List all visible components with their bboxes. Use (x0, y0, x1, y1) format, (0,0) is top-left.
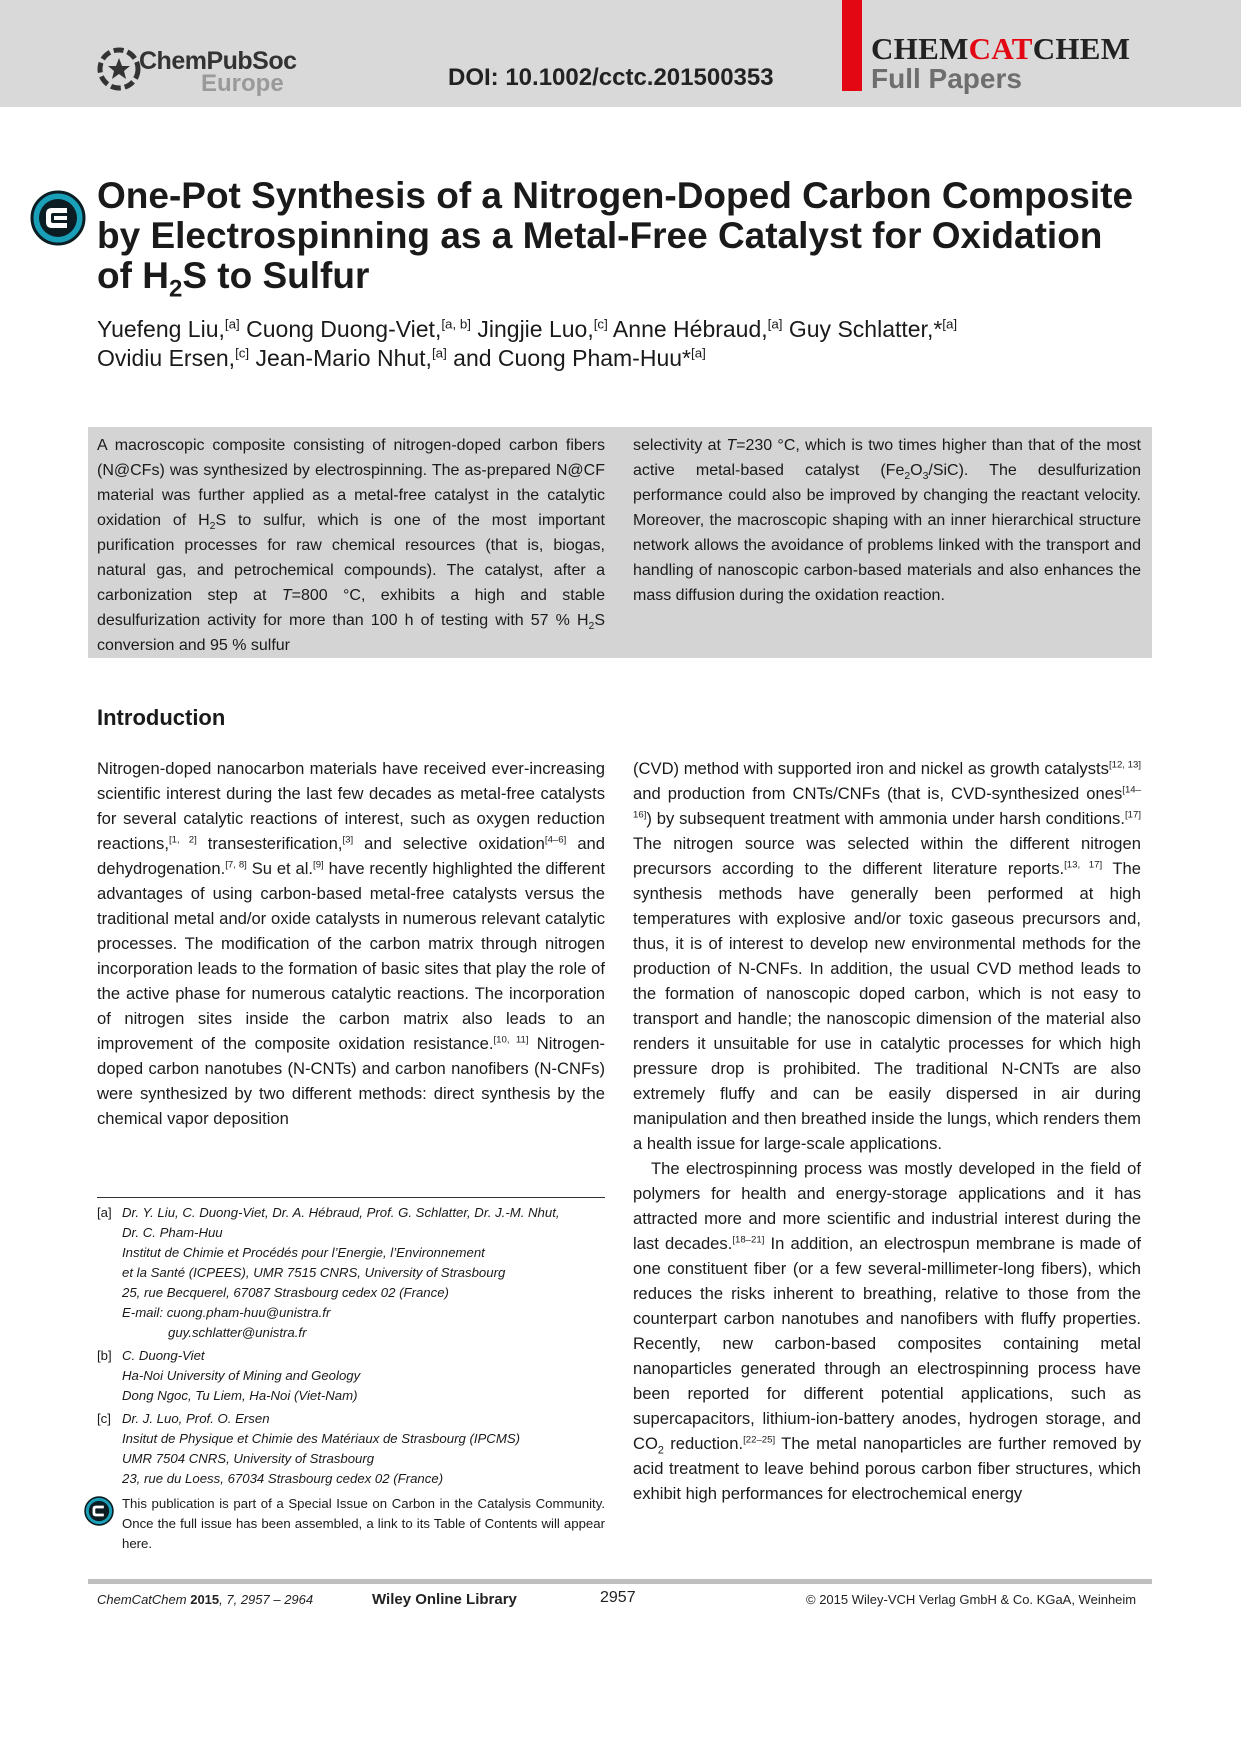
special-issue-small-icon (84, 1496, 114, 1526)
footnote-divider (97, 1197, 605, 1198)
abstract-right-column: selectivity at T=230 °C, which is two times higher than that of the most active metal-based catalyst $(Fe_2O_3/SiC)$. The desulfurization performance could also be improved by changing the reactant velocity. Moreover, the macroscopic shaping with an inner hierarchical structure network allows the avoidance of problems linked with the transport and handling of nanoscopic carbon-based materials and also enhances the mass diffusion during the oxidation reaction. (633, 437, 1142, 604)
affiliation-c: [c] Dr. J. Luo, Prof. O. Ersen Insitut de Physique et Chimie des Matériaux de Strasbourg (IPCMS) UMR 7504 CNRS, University of Strasbourg 23, rue du Loess, 67034 Strasbourg cedex 02 (France) (97, 1411, 521, 1486)
intro-right-column: (CVD) method with supported iron and nickel as growth catalysts[12, 13] and production from CNTs/CNFs (that is, CVD-synthesized ones[14–16]) by subsequent treatment with ammonia under harsh conditions.[17] The nitrogen source was selected within the different nitrogen precursors according to the different literature reports.[13, 17] The synthesis methods have generally been performed at high temperatures with explosive and/or toxic gaseous precursors and, thus, it is of interest to develop new environmental methods for the production of N-CNFs. In addition, the usual CVD method leads to the formation of nanoscopic doped carbon, which is not easy to transport and handle; the nanoscopic dimension of the material also renders it unsuitable for use in catalytic processes for which high pressure drop is prohibited. The traditional N-CNTs are also extremely fluffy and can be easily dispersed in air during manipulation and then breathed inside the lungs, which renders them a health issue for large-scale applications. The electrospinning process was mostly developed in the field of polymers for health and energy-storage applications and it has attracted more and more scientific and industrial interest during the last decades.[18–21] In addition, an electrospun membrane is made of one constituent fiber (or a few several-millimeter-long fibers), which reduces the risks inherent to breathing, relative to those from the counterpart carbon nanotubes and nanofibers with fluffy properties. Recently, new carbon-based composites containing metal nanoparticles generated through an electrospinning process have been reported for different potential applications, such as supercapacitors, lithium-ion-battery anodes, hydrogen storage, and $CO_2$ reduction.[22–25] The metal nanoparticles are further removed by acid treatment to leave behind porous carbon fiber structures, which exhibit high performances for electrochemical energy (633, 759, 1142, 1503)
section-label: Full Papers (871, 63, 1022, 94)
journal-name: CHEMCATCHEM (871, 31, 1131, 66)
email-link[interactable]: E-mail: cuong.pham-huu@unistra.fr (122, 1305, 331, 1320)
page-number: 2957 (600, 1589, 636, 1606)
special-issue-note: This publication is part of a Special Issue on Carbon in the Catalysis Community. Once the full issue has been assembled, a link to its Table of Contents will appear here. (122, 1496, 605, 1551)
copyright: © 2015 Wiley-VCH Verlag GmbH & Co. KGaA, Weinheim (806, 1592, 1137, 1607)
author-list: Yuefeng Liu,[a] Cuong Duong-Viet,[a, b] Jingjie Luo,[c] Anne Hébraud,[a] Guy Schlatter,*[a] Ovidiu Ersen,[c] Jean-Mario Nhut,[a] and Cuong Pham-Huu*[a] (97, 316, 958, 371)
journal-red-bar (842, 0, 862, 91)
special-issue-icon (30, 190, 86, 246)
publisher-region: Europe (201, 70, 284, 97)
chempubsoc-logo-icon (96, 46, 142, 92)
article-title: One-Pot Synthesis of a Nitrogen-Doped Carbon Composite by Electrospinning as a Metal-Free Catalyst for Oxidation of $H_2S$ to Sulfur (97, 175, 1134, 303)
publisher-name: ChemPubSoc (139, 47, 297, 75)
abstract-left-column: A macroscopic composite consisting of nitrogen-doped carbon fibers (N@CFs) was synthesized by electrospinning. The as-prepared N@CF material was further applied as a metal-free catalyst in the catalytic oxidation of $H_2S$ to sulfur, which is one of the most important purification processes for raw chemical resources (that is, biogas, natural gas, and petrochemical compounds). The catalyst, after a carbonization step at T=800 °C, exhibits a high and stable desulfurization activity for more than 100 h of testing with 57 % $H_2S$ conversion and 95 % sulfur (97, 437, 606, 654)
footer-rule (88, 1579, 1152, 1584)
email-link[interactable]: guy.schlatter@unistra.fr (168, 1325, 307, 1340)
footer-citation: ChemCatChem 2015, 7, 2957 – 2964 (97, 1592, 314, 1607)
intro-left-column: Nitrogen-doped nanocarbon materials have received ever-increasing scientific interest during the last few decades as metal-free catalysts for several catalytic reactions of interest, such as oxygen reduction reactions,[1, 2] transesterification,[3] and selective oxidation[4–6] and dehydrogenation.[7, 8] Su et al.[9] have recently highlighted the different advantages of using carbon-based metal-free catalysts versus the traditional metal and/or oxide catalysts in numerous relevant catalytic processes. The modification of the carbon matrix through nitrogen incorporation leads to the formation of basic sites that play the role of the active phase for numerous catalytic reactions. The incorporation of nitrogen sites inside the carbon matrix also leads to an improvement of the composite oxidation resistance.[10, 11] Nitrogen-doped carbon nanotubes (N-CNTs) and carbon nanofibers (N-CNFs) were synthesized by two different methods: direct synthesis by the chemical vapor deposition (97, 759, 606, 1128)
wiley-online-library-link[interactable]: Wiley Online Library (372, 1591, 517, 1608)
doi[interactable]: DOI: 10.1002/cctc.201500353 (448, 64, 774, 91)
section-heading-introduction: Introduction (97, 705, 226, 730)
affiliation-a: [a] Dr. Y. Liu, C. Duong-Viet, Dr. A. Hébraud, Prof. G. Schlatter, Dr. J.-M. Nhut, Dr. C. Pham-Huu Institut de Chimie et Procédés pour l’Energie, l’Environnement et la Santé (ICPEES), UMR 7515 CNRS, University of Strasbourg 25, rue Becquerel, 67087 Strasbourg cedex 02 (France) E-mail: cuong.pham-huu@unistra.fr guy.schlatter@unistra.fr (97, 1203, 605, 1343)
affiliation-b: [b] C. Duong-Viet Ha-Noi University of Mining and Geology Dong Ngoc, Tu Liem, Ha-Noi (Viet-Nam) (97, 1348, 361, 1403)
